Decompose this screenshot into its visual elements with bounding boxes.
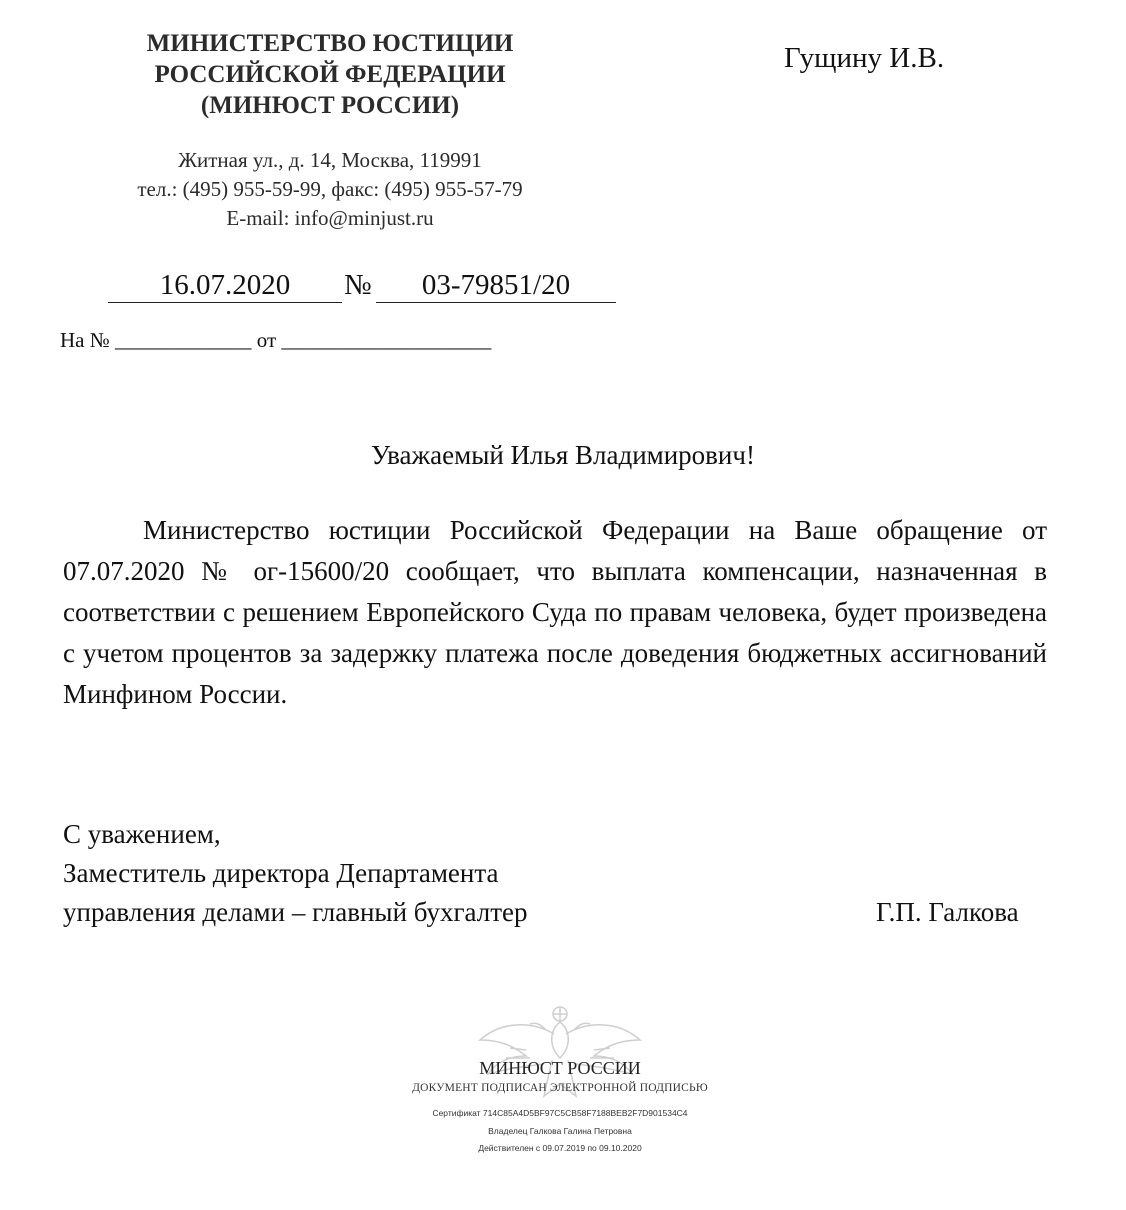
reference-line: На № _____________ от ____________________	[60, 328, 492, 352]
registration-date: 16.07.2020	[108, 268, 342, 303]
salutation: Уважаемый Илья Владимирович!	[371, 440, 755, 470]
stamp-subtitle: ДОКУМЕНТ ПОДПИСАН ЭЛЕКТРОННОЙ ПОДПИСЬЮ	[412, 1082, 708, 1094]
stamp-validity: Действителен с 09.07.2019 по 09.10.2020	[478, 1143, 642, 1153]
ministry-short-name: (МИНЮСТ РОССИИ)	[200, 92, 460, 119]
e-signature-stamp	[380, 1000, 740, 1170]
ministry-name-line-2: РОССИЙСКОЙ ФЕДЕРАЦИИ	[154, 61, 506, 88]
stamp-certificate: Сертификат 714C85A4D5BF97C5CB58F7188BEB2F7D901534C4	[432, 1108, 688, 1118]
address-street: Житная ул., д. 14, Москва, 119991	[178, 148, 482, 172]
closing-greeting: С уважением,	[63, 819, 221, 849]
closing-block	[63, 815, 528, 932]
letterhead	[60, 28, 600, 121]
recipient-name: Гущину И.В.	[784, 42, 945, 74]
ministry-name-line-1: МИНИСТЕРСТВО ЮСТИЦИИ	[146, 30, 514, 57]
signer-position-line-1: Заместитель директора Департамента	[63, 858, 499, 888]
registration-number: 03-79851/20	[376, 268, 616, 303]
ministry-address	[60, 146, 600, 233]
address-email: E-mail: info@minjust.ru	[226, 206, 434, 230]
signer-name: Г.П. Галкова	[876, 897, 1019, 927]
address-phone-fax: тел.: (495) 955-59-99, факс: (495) 955-57-79	[137, 177, 523, 201]
letter-body: Министерство юстиции Российской Федерации на Ваше обращение от 07.07.2020 № ог-15600/20 сообщает, что выплата компенсации, назначенная в соответствии с решением Европейского Суда по правам человека, будет произведена с учетом процентов за задержку платежа после доведения бюджетных ассигнований Минфином России.	[63, 515, 1047, 709]
stamp-owner: Владелец Галкова Галина Петровна	[488, 1126, 632, 1136]
signer-position-line-2: управления делами – главный бухгалтер	[63, 897, 528, 927]
registration-line	[108, 268, 616, 304]
stamp-title: МИНЮСТ РОССИИ	[479, 1058, 641, 1078]
number-sign: №	[344, 269, 372, 301]
